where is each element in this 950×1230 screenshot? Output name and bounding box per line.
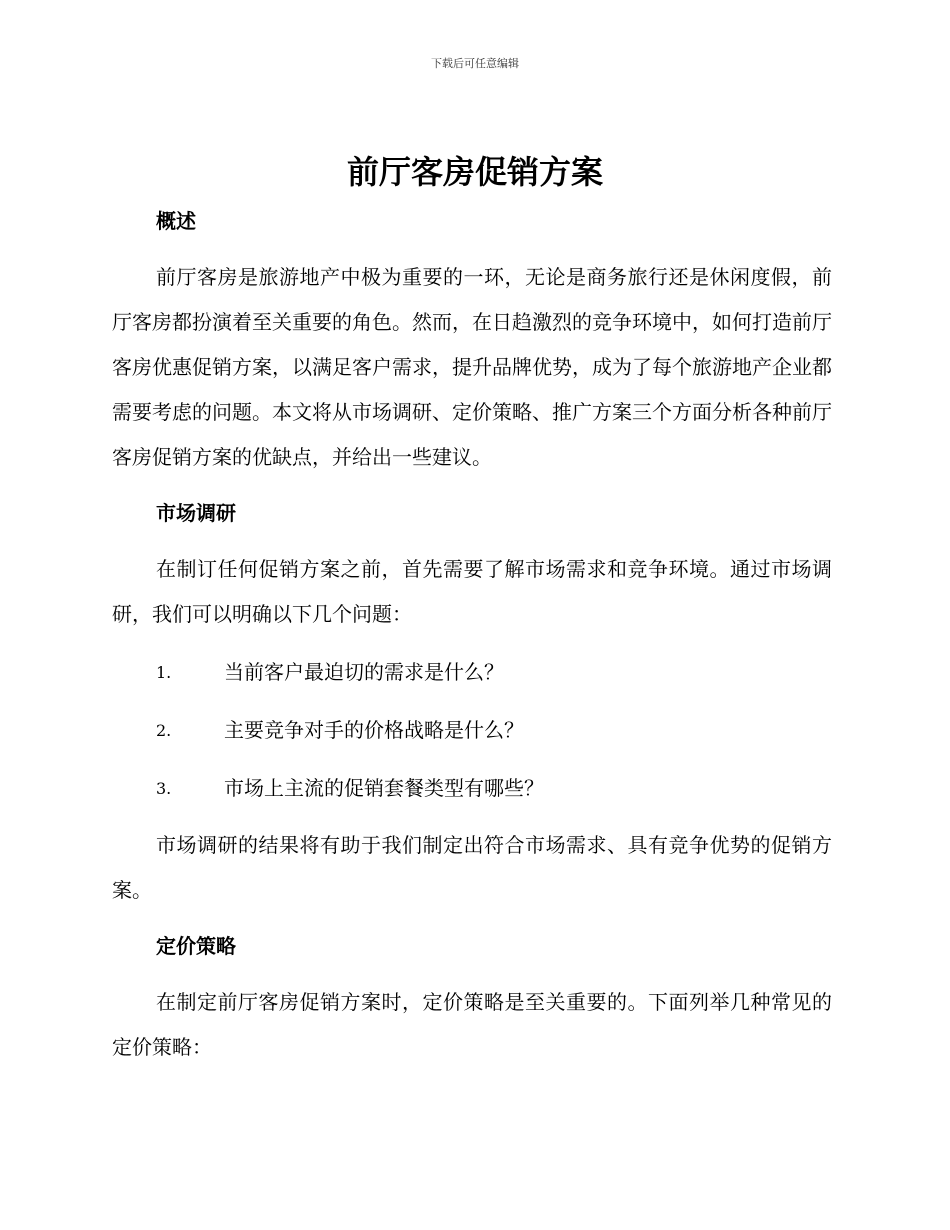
section-heading-pricing: 定价策略 — [156, 934, 236, 958]
list-text: 主要竞争对手的价格战略是什么？ — [224, 718, 524, 742]
document-title: 前厅客房促销方案 — [346, 153, 603, 191]
list-text: 当前客户最迫切的需求是什么？ — [224, 660, 504, 684]
list-text: 市场上主流的促销套餐类型有哪些？ — [224, 776, 544, 800]
list-item — [112, 708, 832, 753]
page-header-note: 下载后可任意编辑 — [431, 57, 519, 70]
paragraph-market-research-intro: 在制订任何促销方案之前，首先需要了解市场需求和竞争环境。通过市场调研，我们可以明确以下几个问题： — [112, 557, 832, 626]
paragraph-overview: 前厅客房是旅游地产中极为重要的一环，无论是商务旅行还是休闲度假，前厅客房都扮演着至关重要的角色。然而，在日趋激烈的竞争环境中，如何打造前厅客房优惠促销方案，以满足客户需求，提升品牌优势，成为了每个旅游地产企业都需要考虑的问题。本文将从市场调研、定价策略、推广方案三个方面分析各种前厅客房促销方案的优缺点，并给出一些建议。 — [112, 265, 832, 469]
list-number: 2. — [156, 721, 172, 740]
list-item — [112, 766, 832, 811]
list-number: 1. — [156, 663, 172, 682]
paragraph-market-research-conclusion: 市场调研的结果将有助于我们制定出符合市场需求、具有竞争优势的促销方案。 — [112, 833, 832, 902]
section-heading-overview: 概述 — [156, 209, 196, 233]
list-item — [112, 650, 832, 695]
list-number: 3. — [156, 779, 172, 798]
section-heading-market-research: 市场调研 — [156, 501, 236, 525]
paragraph-pricing-intro: 在制定前厅客房促销方案时，定价策略是至关重要的。下面列举几种常见的定价策略： — [112, 990, 832, 1059]
document-body — [112, 199, 832, 1070]
